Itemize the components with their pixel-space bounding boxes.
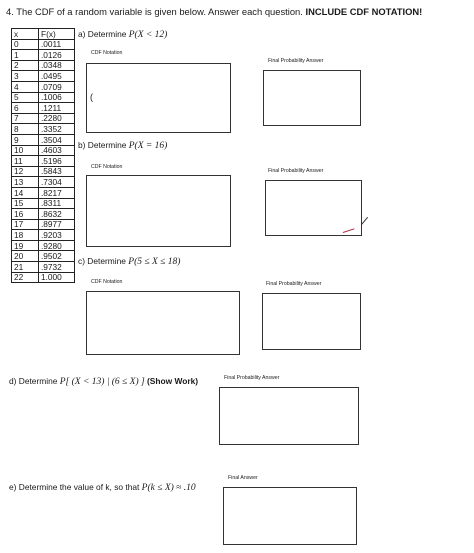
cdf-value-cell: .8977 xyxy=(39,219,75,230)
table-row xyxy=(12,134,75,145)
question-d-expression: P[ (X < 13) | (6 ≤ X) ] xyxy=(59,377,145,387)
table-row xyxy=(12,124,75,135)
x-value-cell: 7 xyxy=(12,113,39,124)
x-value-cell: 0 xyxy=(12,39,39,50)
cdf-value-cell: .9502 xyxy=(39,251,75,262)
cdf-notation-box-c[interactable] xyxy=(86,291,240,355)
cdf-value-cell: .0348 xyxy=(39,60,75,71)
x-value-cell: 6 xyxy=(12,103,39,114)
cdf-value-cell: .4603 xyxy=(39,145,75,156)
final-probability-box-b[interactable] xyxy=(265,180,362,236)
x-value-cell: 9 xyxy=(12,134,39,145)
final-probability-label-b: Final Probability Answer xyxy=(268,168,324,174)
x-value-cell: 15 xyxy=(12,198,39,209)
table-row xyxy=(12,156,75,167)
x-value-cell: 20 xyxy=(12,251,39,262)
cdf-value-cell: .2280 xyxy=(39,113,75,124)
cdf-notation-label-b: CDF Notation xyxy=(91,164,123,170)
table-header-row xyxy=(12,29,75,40)
x-value-cell: 5 xyxy=(12,92,39,103)
x-value-cell: 17 xyxy=(12,219,39,230)
cdf-value-cell: .3504 xyxy=(39,134,75,145)
table-row xyxy=(12,198,75,209)
question-e-label: e) Determine the value of k, so that xyxy=(9,482,142,492)
question-b-expression: P(X = 16) xyxy=(128,141,168,151)
table-row xyxy=(12,219,75,230)
question-e xyxy=(9,482,196,493)
final-answer-label-e: Final Answer xyxy=(228,475,258,481)
question-c-label: c) Determine xyxy=(78,256,129,266)
x-value-cell: 16 xyxy=(12,209,39,220)
instructions-title xyxy=(6,6,422,17)
cdf-value-cell: .0011 xyxy=(39,39,75,50)
table-row xyxy=(12,92,75,103)
cdf-value-cell: 1.000 xyxy=(39,272,75,283)
x-value-cell: 10 xyxy=(12,145,39,156)
x-value-cell: 13 xyxy=(12,177,39,188)
cdf-value-cell: .0495 xyxy=(39,71,75,82)
final-probability-label-d: Final Probability Answer xyxy=(224,375,280,381)
cdf-value-cell: .1211 xyxy=(39,103,75,114)
table-row xyxy=(12,187,75,198)
cdf-notation-box-b[interactable] xyxy=(86,175,231,247)
table-row xyxy=(12,145,75,156)
x-value-cell: 21 xyxy=(12,262,39,273)
table-row xyxy=(12,251,75,262)
table-row xyxy=(12,113,75,124)
cdf-value-cell: .9280 xyxy=(39,240,75,251)
pencil-mark: ( xyxy=(90,92,93,102)
cdf-notation-box-a[interactable] xyxy=(86,63,231,133)
x-value-cell: 3 xyxy=(12,71,39,82)
question-d xyxy=(9,376,198,387)
x-value-cell: 22 xyxy=(12,272,39,283)
instructions-text: 4. The CDF of a random variable is given below. Answer each question. xyxy=(6,6,306,17)
x-value-cell: 1 xyxy=(12,50,39,61)
cdf-value-cell: .1006 xyxy=(39,92,75,103)
x-value-cell: 18 xyxy=(12,230,39,241)
x-value-cell: 14 xyxy=(12,187,39,198)
column-header-fx: F(x) xyxy=(39,29,75,40)
final-probability-label-a: Final Probability Answer xyxy=(268,58,324,64)
cdf-table xyxy=(11,28,75,283)
question-d-label: d) Determine xyxy=(9,376,60,386)
question-e-expression: P(k ≤ X) ≈ .10 xyxy=(141,483,196,493)
cdf-notation-label-a: CDF Notation xyxy=(91,50,123,56)
cdf-value-cell: .7304 xyxy=(39,177,75,188)
table-row xyxy=(12,209,75,220)
final-answer-box-e[interactable] xyxy=(223,487,357,545)
question-a-label: a) Determine xyxy=(78,29,129,39)
cdf-value-cell: .9203 xyxy=(39,230,75,241)
table-row xyxy=(12,60,75,71)
question-a-expression: P(X < 12) xyxy=(128,30,168,40)
question-c-expression: P(5 ≤ X ≤ 18) xyxy=(128,257,181,267)
x-value-cell: 8 xyxy=(12,124,39,135)
cdf-value-cell: .3352 xyxy=(39,124,75,135)
cdf-value-cell: .8217 xyxy=(39,187,75,198)
final-probability-label-c: Final Probability Answer xyxy=(266,281,322,287)
cdf-value-cell: .0709 xyxy=(39,81,75,92)
x-value-cell: 12 xyxy=(12,166,39,177)
table-row xyxy=(12,71,75,82)
table-row xyxy=(12,81,75,92)
x-value-cell: 11 xyxy=(12,156,39,167)
table-row xyxy=(12,103,75,114)
table-row xyxy=(12,272,75,283)
table-row xyxy=(12,166,75,177)
question-c xyxy=(78,256,180,267)
cdf-value-cell: .5843 xyxy=(39,166,75,177)
cdf-value-cell: .9732 xyxy=(39,262,75,273)
table-row xyxy=(12,240,75,251)
table-row xyxy=(12,230,75,241)
question-b xyxy=(78,140,167,151)
show-work-note: (Show Work) xyxy=(147,376,199,386)
question-b-label: b) Determine xyxy=(78,140,129,150)
column-header-x: x xyxy=(12,29,39,40)
final-probability-box-a[interactable] xyxy=(263,70,361,126)
table-row xyxy=(12,50,75,61)
final-probability-box-c[interactable] xyxy=(262,293,361,350)
x-value-cell: 4 xyxy=(12,81,39,92)
cdf-value-cell: .8632 xyxy=(39,209,75,220)
table-row xyxy=(12,39,75,50)
cdf-table-body xyxy=(12,39,75,283)
cdf-notation-label-c: CDF Notation xyxy=(91,279,123,285)
final-probability-box-d[interactable] xyxy=(219,387,359,445)
table-row xyxy=(12,262,75,273)
table-row xyxy=(12,177,75,188)
cdf-value-cell: .8311 xyxy=(39,198,75,209)
cdf-value-cell: .5196 xyxy=(39,156,75,167)
question-a xyxy=(78,29,167,40)
instructions-emphasis: INCLUDE CDF NOTATION! xyxy=(305,6,423,17)
cdf-value-cell: .0126 xyxy=(39,50,75,61)
x-value-cell: 2 xyxy=(12,60,39,71)
x-value-cell: 19 xyxy=(12,240,39,251)
